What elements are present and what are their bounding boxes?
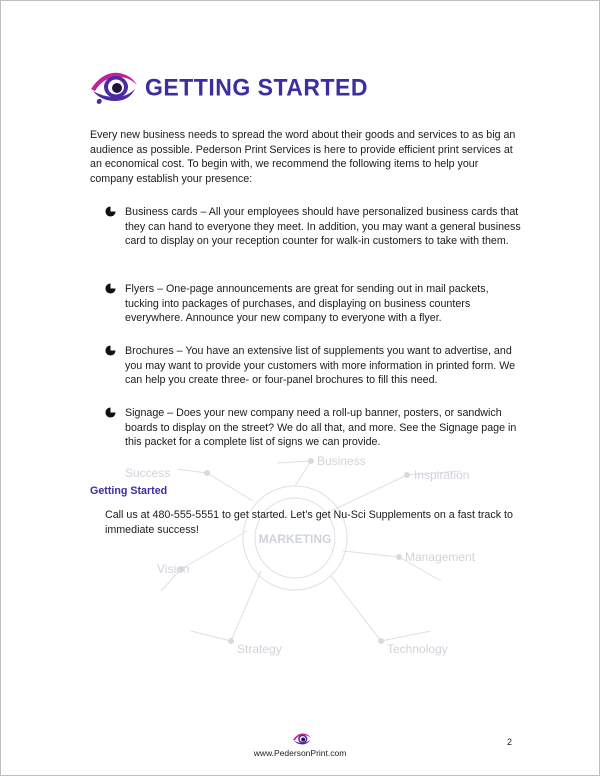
- list-item: [105, 406, 525, 450]
- list-item: [105, 344, 525, 388]
- page-title: GETTING STARTED: [145, 72, 369, 101]
- footer-eye-logo-icon: [292, 732, 312, 746]
- pie-bullet-icon: [105, 345, 116, 356]
- watermark-node: Vision: [157, 562, 190, 576]
- page-header: [89, 69, 368, 105]
- pie-bullet-icon: [105, 407, 116, 418]
- watermark-node: Inspiration: [414, 468, 470, 482]
- watermark-node: Strategy: [237, 642, 282, 656]
- list-item-text: Brochures – You have an extensive list of supplements you want to advertise, and you may want to provide your customers with more information in printed form. We can help you create three- or four-panel brochures to fill this need.: [125, 345, 516, 387]
- list-item-text: Flyers – One-page announcements are great for sending out in mail packets, tucking into packages of purchases, and displaying on business counters everywhere. Announce your new company to everyone with a flyer.: [125, 283, 489, 325]
- page-number: 2: [507, 737, 513, 747]
- list-item-text: Business cards – All your employees should have personalized business cards that they can hand to everyone they meet. In addition, you may want a general business card to display on your reception counter for walk-in customers to take with them.: [125, 206, 521, 248]
- watermark-node: Management: [405, 550, 476, 564]
- section-body: Call us at 480-555-5551 to get started. Let’s get Nu-Sci Supplements on a fast track to immediate success!: [105, 509, 513, 536]
- eye-logo-icon: [89, 69, 139, 105]
- watermark-center: MARKETING: [258, 532, 332, 546]
- list-item-text: Signage – Does your new company need a roll-up banner, posters, or sandwich boards to display on the street? We do all that, and more. See the Signage page in this packet for a complete list of signs we can provide.: [125, 407, 517, 449]
- footer-url[interactable]: www.PedersonPrint.com: [253, 748, 347, 758]
- list-item: [105, 205, 525, 249]
- watermark-node: Business: [317, 454, 366, 468]
- watermark-node: Technology: [387, 642, 448, 656]
- pie-bullet-icon: [105, 206, 116, 217]
- list-item: [105, 282, 525, 326]
- section-heading: Getting Started: [90, 485, 168, 497]
- watermark-node: Success: [125, 466, 171, 480]
- intro-paragraph: Every new business needs to spread the word about their goods and services to as big an audience as possible. Pederson Print Services is here to provide efficient print services at an economical cost. To begin with, we recommend the following items to help your company establish your presence:: [90, 129, 516, 185]
- pie-bullet-icon: [105, 283, 116, 294]
